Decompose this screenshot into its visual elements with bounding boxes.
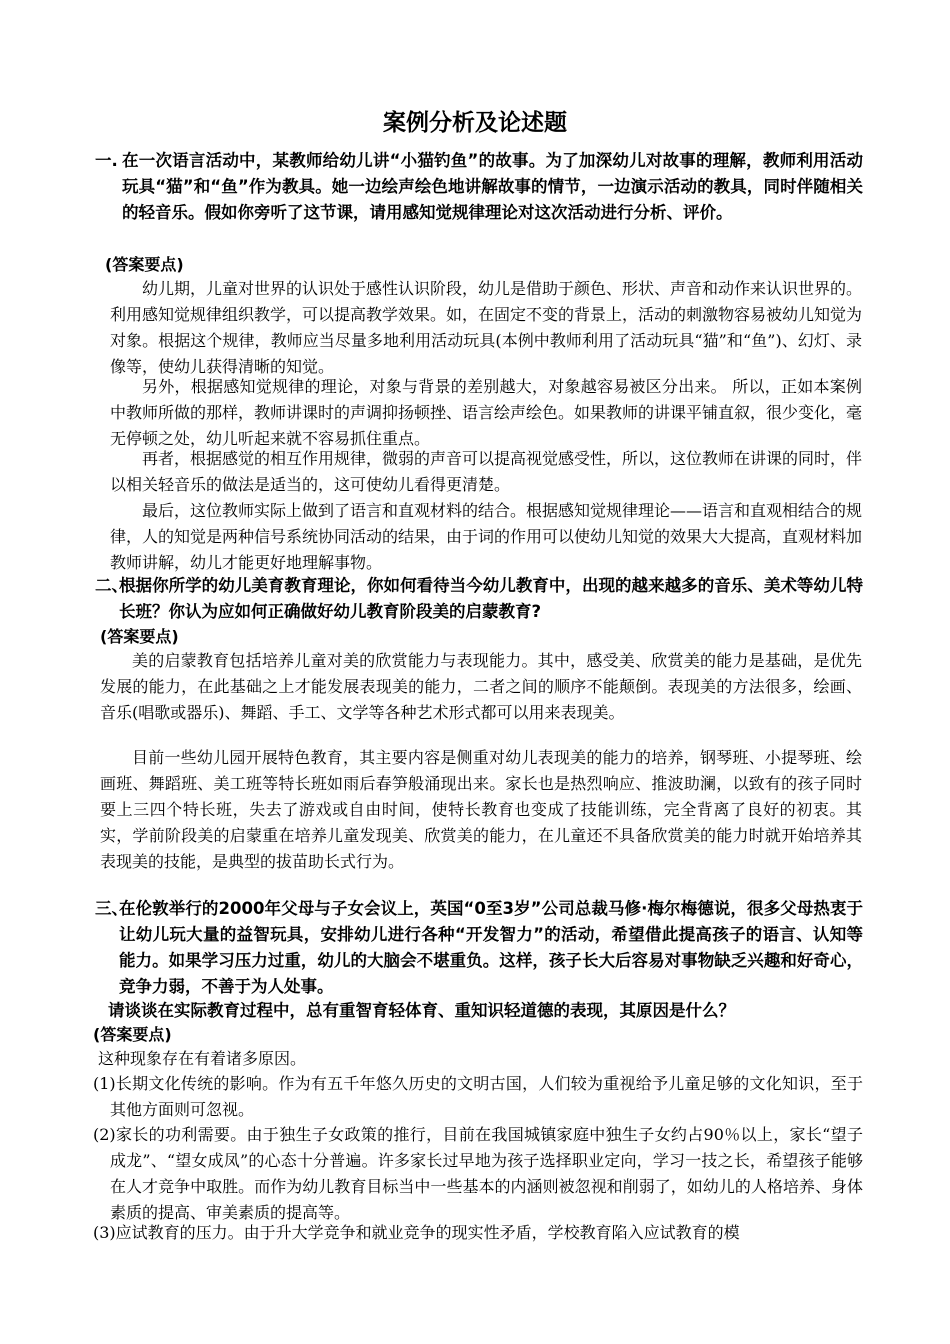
question-3-text: 在伦敦举行的2000年父母与子女会议上，英国“0至3岁”公司总裁马修·梅尔梅德说，很多父母热衷于让幼儿玩大量的益智玩具，安排幼儿进行各种“开发智力”的活动，希望借此提高孩子的语言、认知等能力。如果学习压力过重，幼儿的大脑会不堪重负。这样，孩子长大后容易对事物缺乏兴趣和好奇心，竞争力弱，不善于为人处事。 bbox=[119, 899, 863, 996]
answer-label-2: (答案要点) bbox=[100, 627, 179, 646]
question-3-ask: 请谈谈在实际教育过程中，总有重智育轻体育、重知识轻道德的表现，其原因是什么？ bbox=[108, 1001, 735, 1020]
question-2-number: 二、 bbox=[95, 576, 128, 595]
question-1-number: 一. bbox=[95, 151, 118, 170]
answer-label-3: (答案要点) bbox=[93, 1025, 172, 1044]
answer-3-intro: 这种现象存在有着诸多原因。 bbox=[98, 1049, 307, 1068]
answer-1-para-2: 另外，根据感知觉规律的理论，对象与背景的差别越大，对象越容易被区分出来。 所以，正如本案例中教师所做的那样，教师讲课时的声调抑扬顿挫、语言绘声绘色。如果教师的讲课平铺直叙，很少变化，毫无停顿之处，幼儿听起来就不容易抓住重点。 bbox=[110, 377, 863, 448]
question-1-text: 在一次语言活动中，某教师给幼儿讲“小猫钓鱼”的故事。为了加深幼儿对故事的理解，教师利用活动玩具“猫”和“鱼”作为教具。她一边绘声绘色地讲解故事的情节，一边演示活动的教具，同时伴随相关的轻音乐。假如你旁听了这节课，请用感知觉规律理论对这次活动进行分析、评价。 bbox=[122, 151, 863, 222]
answer-2-para-1: 美的启蒙教育包括培养儿童对美的欣赏能力与表现能力。其中，感受美、欣赏美的能力是基础，是优先发展的能力，在此基础之上才能发展表现美的能力，二者之间的顺序不能颠倒。表现美的方法很多，绘画、音乐(唱歌或器乐)、舞蹈、手工、文学等各种艺术形式都可以用来表现美。 bbox=[100, 651, 862, 722]
answer-3-item-1: (1)长期文化传统的影响。作为有五千年悠久历史的文明古国，人们较为重视给予儿童足够的文化知识，至于其他方面则可忽视。 bbox=[93, 1074, 863, 1119]
answer-1-para-4: 最后，这位教师实际上做到了语言和直观材料的结合。根据感知觉规律理论——语言和直观相结合的规律，人的知觉是两种信号系统协同活动的结果，由于词的作用可以使幼儿知觉的效果大大提高，直观材料加教师讲解，幼儿才能更好地理解事物。 bbox=[110, 501, 863, 572]
answer-3-item-2: (2)家长的功利需要。由于独生子女政策的推行，目前在我国城镇家庭中独生子女约占90％以上，家长“望子成龙”、“望女成凤”的心态十分普遍。许多家长过早地为孩子选择职业定向，学习一技之长，希望孩子能够在人才竞争中取胜。而作为幼儿教育目标当中一些基本的内涵则被忽视和削弱了，如幼儿的人格培养、身体素质的提高、审美素质的提高等。 bbox=[93, 1125, 863, 1222]
page-title: 案例分析及论述题 bbox=[383, 110, 567, 136]
answer-2-para-2: 目前一些幼儿园开展特色教育，其主要内容是侧重对幼儿表现美的能力的培养，钢琴班、小提琴班、绘画班、舞蹈班、美工班等特长班如雨后春笋般涌现出来。家长也是热烈响应、推波助澜，以致有的孩子同时要上三四个特长班，失去了游戏或自由时间，使特长教育也变成了技能训练，完全背离了良好的初衷。其实，学前阶段美的启蒙重在培养儿童发现美、欣赏美的能力，在儿童还不具备欣赏美的能力时就开始培养其表现美的技能，是典型的拔苗助长式行为。 bbox=[100, 748, 862, 871]
answer-label-1: (答案要点) bbox=[105, 255, 184, 274]
answer-1-para-1: 幼儿期，儿童对世界的认识处于感性认识阶段，幼儿是借助于颜色、形状、声音和动作来认识世界的。利用感知觉规律组织教学，可以提高教学效果。如，在固定不变的背景上，活动的刺激物容易被幼儿知觉为对象。根据这个规律，教师应当尽量多地利用活动玩具(本例中教师利用了活动玩具“猫”和“鱼”)、幻灯、录像等，使幼儿获得清晰的知觉。 bbox=[110, 279, 863, 376]
question-3 bbox=[95, 896, 863, 1000]
question-1 bbox=[95, 148, 863, 226]
question-3-number: 三、 bbox=[95, 899, 128, 918]
answer-3-item-3: (3)应试教育的压力。由于升大学竞争和就业竞争的现实性矛盾，学校教育陷入应试教育的模 bbox=[93, 1223, 740, 1242]
question-2 bbox=[95, 573, 863, 625]
answer-1-para-3: 再者，根据感觉的相互作用规律，微弱的声音可以提高视觉感受性，所以，这位教师在讲课的同时，伴以相关轻音乐的做法是适当的，这可使幼儿看得更清楚。 bbox=[110, 449, 863, 494]
question-2-text: 根据你所学的幼儿美育教育理论，你如何看待当今幼儿教育中，出现的越来越多的音乐、美术等幼儿特长班？你认为应如何正确做好幼儿教育阶段美的启蒙教育? bbox=[119, 576, 863, 621]
